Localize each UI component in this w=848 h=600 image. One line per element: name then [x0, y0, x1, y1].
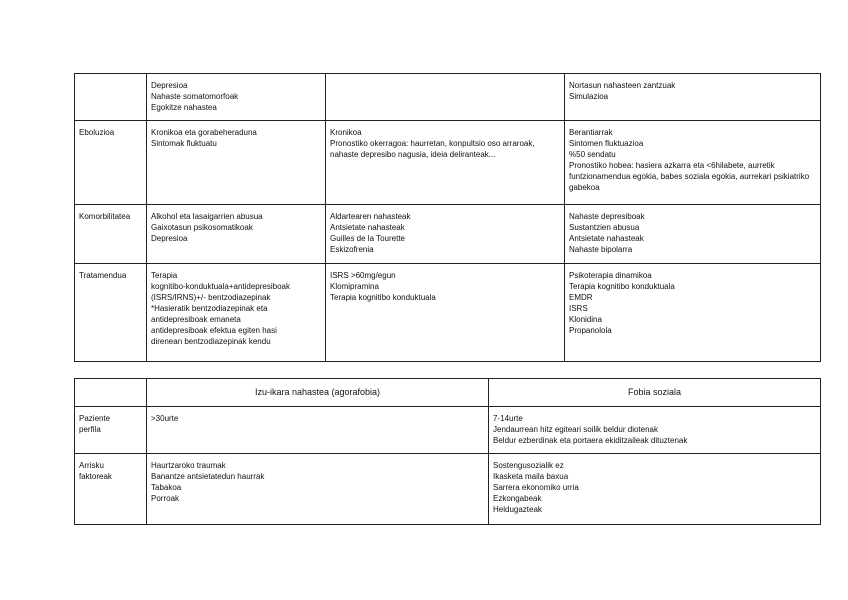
table-cell	[147, 264, 326, 362]
table-2-header-col1: Izu-ikara nahastea (agorafobia)	[147, 379, 489, 407]
text-line: ISRS >60mg/egun	[330, 271, 396, 280]
text-line: >30urte	[151, 414, 179, 423]
table-cell	[565, 121, 821, 205]
table-cell	[565, 205, 821, 264]
text-line: direnean bentzodiazepinak kendu	[151, 337, 271, 346]
table-cell	[489, 407, 821, 454]
table-2-header-col2: Fobia soziala	[489, 379, 821, 407]
text-line: Sarrera ekonomiko urria	[493, 483, 579, 492]
table-cell	[326, 264, 565, 362]
text-line: Depresioa	[151, 234, 188, 243]
text-line: Aldartearen nahasteak	[330, 212, 411, 221]
text-line: *Hasieratik bentzodiazepinak eta	[151, 304, 268, 313]
text-line: Ikasketa maila baxua	[493, 472, 569, 481]
table-1-row-eboluzioa	[75, 121, 821, 205]
row-label	[75, 454, 147, 525]
text-line: Kronikoa	[330, 128, 362, 137]
text-line: Sustantzien abusua	[569, 223, 640, 232]
text-line: Klonidina	[569, 315, 602, 324]
table-1-header-col2	[326, 74, 565, 121]
text-line: Psikoterapia dinamikoa	[569, 271, 652, 280]
text-line: Jendaurrean hitz egiteari soilik beldur diotenak	[493, 425, 658, 434]
row-label: Eboluzioa	[75, 121, 147, 205]
text-line: Ezkongabeak	[493, 494, 542, 503]
text-line: Sostengusozialik ez	[493, 461, 564, 470]
text-line: Guilles de la Tourette	[330, 234, 406, 243]
row-label: Komorbilitatea	[75, 205, 147, 264]
text-line: (ISRS/IRNS)+/- bentzodiazepinak	[151, 293, 271, 302]
text-line: Antsietate nahasteak	[330, 223, 405, 232]
text-line: Sintomak fluktuatu	[151, 139, 217, 148]
text-line: Nahaste bipolarra	[569, 245, 633, 254]
text-line: Kronikoa eta gorabeheraduna	[151, 128, 257, 137]
text-line: Tabakoa	[151, 483, 182, 492]
text-line: Simulazioa	[569, 92, 609, 101]
text-line: perfila	[79, 425, 101, 434]
text-line: Pronostiko okerragoa: haurretan, konpultsio oso arraroak, nahaste depresibo nagusia, ideia deliranteak...	[330, 139, 535, 159]
text-line: Banantze antsietatedun haurrak	[151, 472, 265, 481]
table-cell	[489, 454, 821, 525]
table-1-row-komorbilitatea	[75, 205, 821, 264]
text-line: Sintomen fluktuazioa	[569, 139, 644, 148]
text-line: Porroak	[151, 494, 180, 503]
text-line: Gaixotasun psikosomatikoak	[151, 223, 253, 232]
text-line: antidepresiboak efektua egiten hasi	[151, 326, 277, 335]
text-line: faktoreak	[79, 472, 112, 481]
text-line: Beldur ezberdinak eta portaera ekiditzaileak dituztenak	[493, 436, 688, 445]
table-cell	[565, 264, 821, 362]
text-line: Antsietate nahasteak	[569, 234, 644, 243]
text-line: Terapia kognitibo konduktuala	[569, 282, 675, 291]
text-line: Pronostiko hobea: hasiera azkarra eta <6hilabete, aurretik funtzionamendua egokia, babes soziala egokia, aurrekari psikiatriko gabekoa	[569, 161, 810, 192]
text-line: EMDR	[569, 293, 593, 302]
text-line: Klomipramina	[330, 282, 379, 291]
text-line: ISRS	[569, 304, 588, 313]
table-2-corner-cell	[75, 379, 147, 407]
table-1-header-col3	[565, 74, 821, 121]
text-line: Nahaste somatomorfoak	[151, 92, 239, 101]
table-cell	[147, 121, 326, 205]
text-line: Arrisku	[79, 461, 104, 470]
text-line: Paziente	[79, 414, 111, 423]
table-cell	[326, 205, 565, 264]
table-2-row-paziente-perfila	[75, 407, 821, 454]
table-1-header-row	[75, 74, 821, 121]
text-line: Berantiarrak	[569, 128, 613, 137]
text-line: 7-14urte	[493, 414, 523, 423]
text-line: Terapia kognitibo konduktuala	[330, 293, 436, 302]
table-cell	[147, 205, 326, 264]
text-line: Egokitze nahastea	[151, 103, 217, 112]
table-1-row-tratamendua	[75, 264, 821, 362]
text-line: %50 sendatu	[569, 150, 616, 159]
text-line: Eskizofrenia	[330, 245, 374, 254]
text-line: Alkohol eta lasaigarrien abusua	[151, 212, 263, 221]
text-line: Terapia	[151, 271, 178, 280]
text-line: Heldugazteak	[493, 505, 542, 514]
text-line: Depresioa	[151, 81, 188, 90]
table-2	[74, 378, 821, 525]
text-line: Propanolola	[569, 326, 612, 335]
table-cell	[147, 407, 489, 454]
table-1-corner-cell	[75, 74, 147, 121]
table-cell	[326, 121, 565, 205]
text-line: Nahaste depresiboak	[569, 212, 645, 221]
text-line: antidepresiboak emaneta	[151, 315, 241, 324]
table-2-header-row	[75, 379, 821, 407]
row-label: Tratamendua	[75, 264, 147, 362]
text-line: Nortasun nahasteen zantzuak	[569, 81, 676, 90]
table-2-row-arrisku-faktoreak	[75, 454, 821, 525]
table-1-header-col1	[147, 74, 326, 121]
text-line: kognitibo-konduktuala+antidepresiboak	[151, 282, 290, 291]
table-cell	[147, 454, 489, 525]
text-line: Haurtzaroko traumak	[151, 461, 226, 470]
row-label	[75, 407, 147, 454]
table-1	[74, 73, 821, 362]
